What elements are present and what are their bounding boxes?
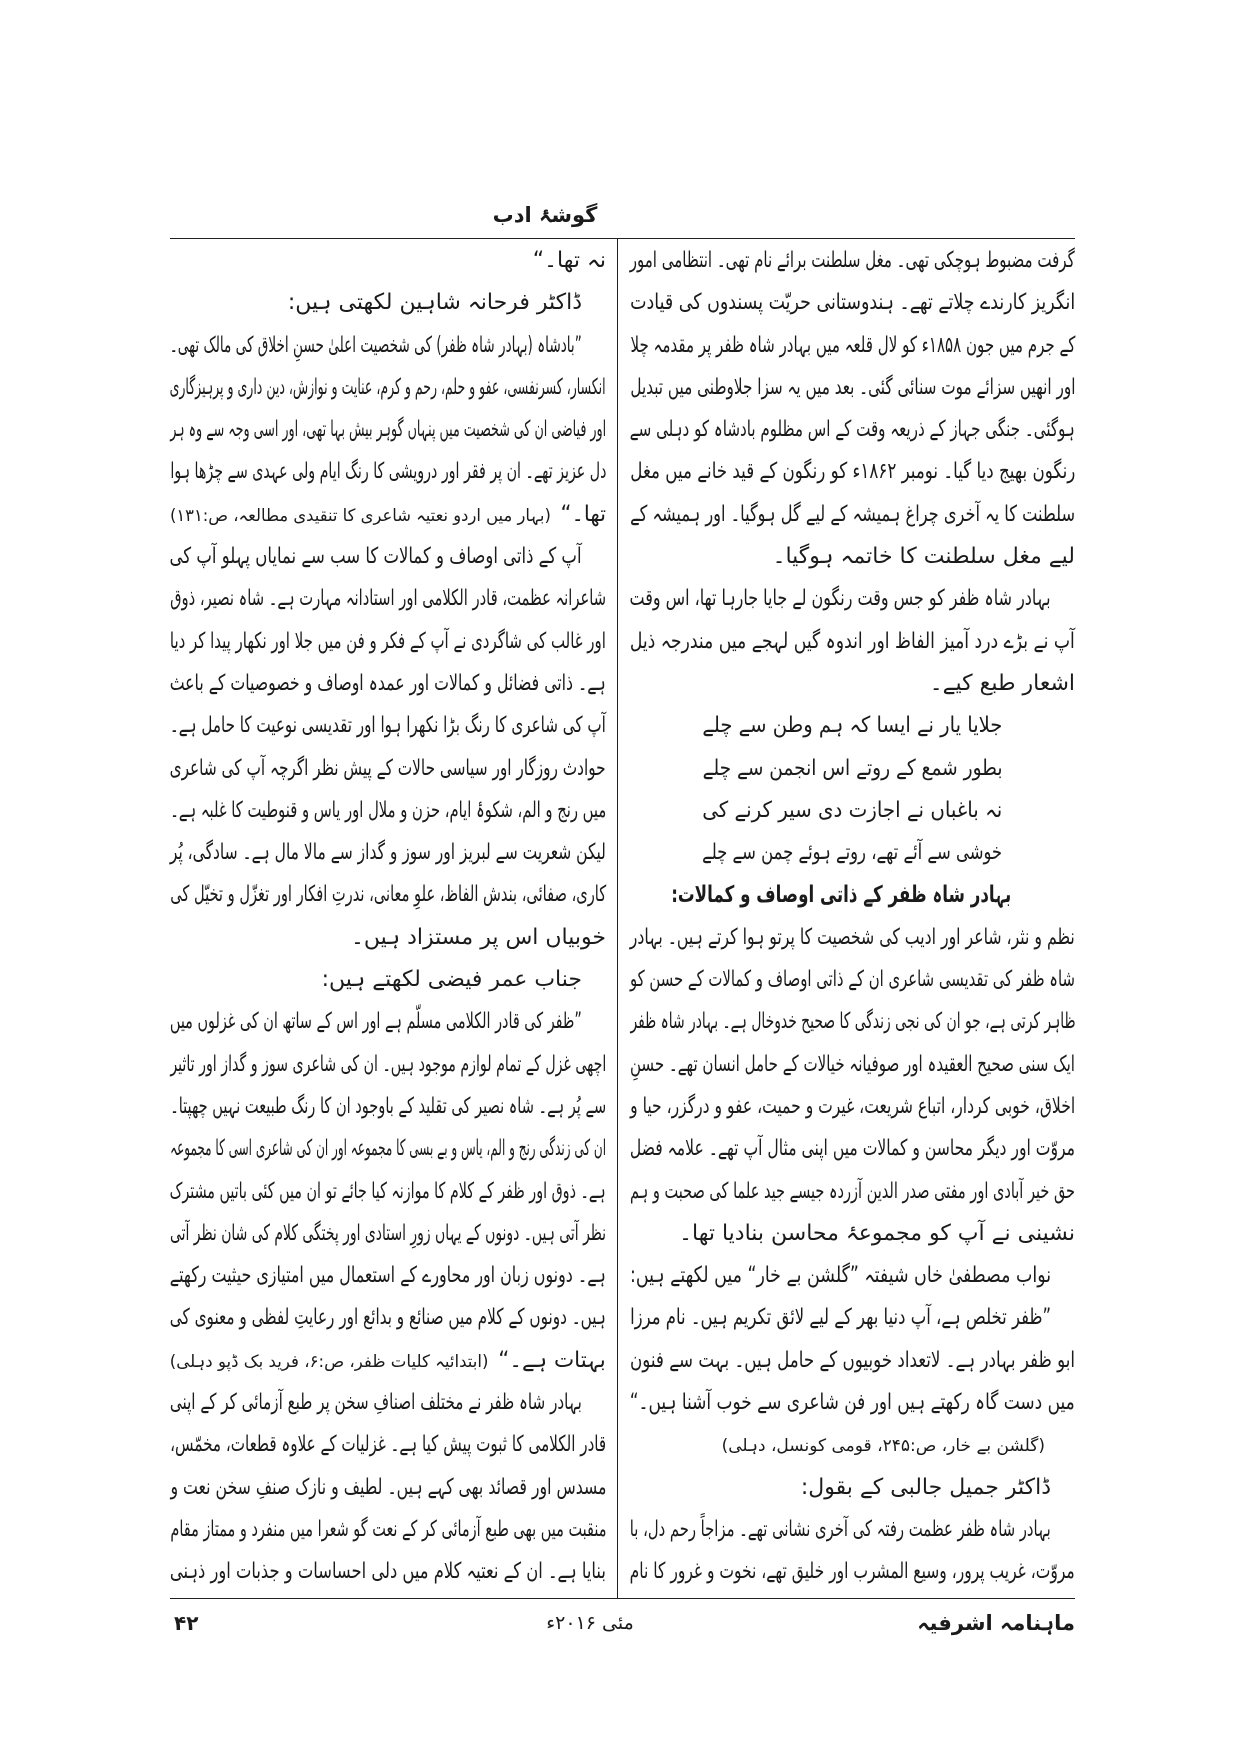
- citation-line: [630, 1424, 1075, 1466]
- line-text: ظاہر کرتی ہے، جو ان کی نجی زندگی کا صحیح خدوخال ہے۔ بہادر شاہ ظفر: [629, 1009, 1075, 1035]
- text-line: [630, 621, 1075, 663]
- text-line: [170, 874, 606, 916]
- paragraph: [630, 1297, 1075, 1424]
- citation: (ابتدائیہ کلیات ظفر، ص:۶، فرید بک ڈپو دہلی): [170, 1351, 489, 1372]
- verse-line: [703, 705, 1003, 747]
- text-line: [630, 1467, 1075, 1509]
- line-text: کے جرم میں جون ۱۸۵۸ء کو لال قلعہ میں بہادر شاہ ظفر پر مقدمہ چلا: [630, 332, 1075, 358]
- paragraph: [630, 1509, 1075, 1594]
- text-line: [630, 1001, 1075, 1043]
- text-line: [170, 451, 606, 493]
- line-content: [630, 367, 1075, 409]
- text-line: [170, 325, 606, 367]
- text-line: [170, 1255, 606, 1297]
- line-text: بہتات ہے۔“: [498, 1347, 606, 1373]
- line-text: ہے۔ ذوق اور ظفر کے کلام کا موازنہ کیا جائے تو ان میں کئی باتیں مشترک: [170, 1178, 606, 1204]
- line-text: قادر الکلامی کا ثبوت پیش کیا ہے۔ غزلیات کے علاوہ قطعات، مخمّس،: [169, 1432, 606, 1458]
- line-text: مروّت، غریب پرور، وسیع المشرب اور خلیق تھے، نخوت و غرور کا نام: [629, 1559, 1075, 1585]
- line-text: حوادث روزگار اور سیاسی حالات کے پیش نظر اگرچہ آپ کی شاعری: [170, 755, 606, 781]
- line-content: [170, 748, 606, 790]
- text-line: [170, 1509, 606, 1551]
- line-text: اور غالب کی شاگردی نے آپ کے فکر و فن میں جلا اور نکھار پیدا کر دیا: [170, 628, 606, 654]
- line-text: انکسار، کسرنفسی، عفو و حلم، رحم و کرم، عنایت و نوازش، دین داری و پرہیزگاری: [170, 374, 606, 400]
- line-text: انگریز کارندے چلاتے تھے۔ ہندوستانی حریّت پسندوں کی قیادت: [629, 290, 1075, 316]
- text-line: [170, 240, 606, 282]
- line-text: آپ نے بڑے درد آمیز الفاظ اور اندوہ گیں لہجے میں مندرجہ ذیل: [629, 628, 1075, 654]
- line-text: ڈاکٹر فرحانہ شاہین لکھتی ہیں:: [287, 290, 582, 316]
- line-text: اخلاق، خوبی کردار، اتباع شریعت، غیرت و حمیت، عفو و درگزر، حیا و: [629, 1093, 1075, 1119]
- section-heading: [630, 874, 1075, 916]
- paragraph: [630, 1255, 1075, 1297]
- text-line: [170, 1467, 606, 1509]
- line-text: دل عزیز تھے۔ ان پر فقر اور درویشی کا رنگ ایام ولی عہدی سے چڑھا ہوا: [170, 459, 606, 485]
- line-content: [630, 1297, 1051, 1339]
- line-text: ہے۔ ذاتی فضائل و کمالات اور عمدہ اوصاف و خصوصیات کے باعث: [169, 670, 606, 696]
- line-text: نہ تھا۔“: [532, 248, 606, 273]
- line-content: [322, 959, 582, 1001]
- line-content: [170, 1340, 606, 1383]
- section-title: گوشۂ ادب: [492, 203, 598, 227]
- line-content: [773, 536, 1075, 578]
- text-line: [170, 621, 606, 663]
- line-content: [630, 1044, 1075, 1086]
- left-column: [170, 240, 606, 1594]
- text-line: [170, 409, 606, 451]
- text-line: [170, 1213, 606, 1255]
- text-line: [170, 705, 606, 747]
- line-content: [630, 240, 1075, 282]
- line-text: ”بادشاہ (بہادر شاہ ظفر) کی شخصیت اعلیٰ حسنِ اخلاق کی مالک تھی۔: [170, 332, 582, 358]
- text-line: [630, 1086, 1075, 1128]
- line-content: [630, 1382, 1075, 1424]
- line-text: ”ظفر کی قادر الکلامی مسلّم ہے اور اس کے ساتھ ان کی غزلوں میں: [170, 1009, 582, 1035]
- text-line: [170, 282, 606, 324]
- line-content: [630, 282, 1075, 324]
- verse-line: [703, 832, 1003, 874]
- text-line: [630, 494, 1075, 536]
- text-line: [170, 1382, 606, 1424]
- line-text: منقبت میں بھی طبع آزمائی کر کے نعت گو شعرا میں منفرد و ممتاز مقام: [169, 1516, 606, 1542]
- paragraph: [170, 1382, 606, 1593]
- line-text: مسدس اور قصائد بھی کہے ہیں۔ لطیف و نازک صنفِ سخن نعت و: [169, 1474, 606, 1500]
- line-text: اور انھیں سزائے موت سنائی گئی۔ بعد میں یہ سزا جلاوطنی میں تبدیل: [629, 374, 1075, 400]
- line-content: [170, 1128, 606, 1170]
- text-line: [170, 832, 606, 874]
- text-line: [170, 1297, 606, 1339]
- text-line: [630, 1213, 1075, 1255]
- text-line: [630, 1382, 1075, 1424]
- line-content: [679, 1213, 1075, 1255]
- line-content: [170, 1551, 606, 1593]
- line-content: [288, 282, 582, 324]
- line-text: بہادر شاہ ظفر کو جس وقت رنگون لے جایا جارہا تھا، اس وقت: [629, 586, 1051, 612]
- line-text: اور فیاضی ان کی شخصیت میں پنہاں گوہر بیش بہا تھی، اور اسی وجہ سے وہ ہر: [170, 417, 606, 443]
- line-content: [630, 1551, 1075, 1593]
- line-content: [630, 1001, 1075, 1043]
- text-line: [170, 1128, 606, 1170]
- line-content: [170, 1382, 582, 1424]
- line-content: [630, 578, 1051, 620]
- text-line: [630, 536, 1075, 578]
- line-text: لیکن شعریت سے لبریز اور سوز و گداز سے مالا مال ہے۔ سادگی، پُر: [169, 840, 606, 866]
- text-line: [630, 1128, 1075, 1170]
- paragraph: [170, 325, 606, 536]
- line-text: نشینی نے آپ کو مجموعۂ محاسن بنادیا تھا۔: [679, 1220, 1075, 1246]
- verse-line: [703, 748, 1003, 790]
- text-line: [170, 917, 606, 959]
- line-content: [170, 1001, 582, 1043]
- text-line: [170, 790, 606, 832]
- text-line: [630, 663, 1075, 705]
- line-content: [630, 1171, 1075, 1213]
- line-content: [630, 409, 1075, 451]
- text-line: [170, 1044, 606, 1086]
- text-line: [170, 1340, 606, 1382]
- line-content: [630, 1128, 1075, 1170]
- line-content: [170, 1044, 606, 1086]
- paragraph: [170, 536, 606, 959]
- footer-rule: [170, 1598, 1075, 1599]
- citation-block: [630, 1424, 1075, 1466]
- line-text: اشعار طبع کیے۔: [929, 670, 1075, 696]
- text-line: [170, 1424, 606, 1466]
- line-content: [170, 1171, 606, 1213]
- text-line: [630, 1297, 1075, 1339]
- line-content: [170, 409, 606, 451]
- line-content: [630, 1509, 1051, 1551]
- line-content: [170, 494, 606, 537]
- line-text: شاعرانہ عظمت، قادر الکلامی اور استادانہ مہارت ہے۔ شاہ نصیر، ذوق: [170, 586, 606, 612]
- text-line: [170, 663, 606, 705]
- line-text: میں رنج و الم، شکوۂ ایام، حزن و ملال اور یاس و قنوطیت کا غلبہ ہے۔: [170, 797, 606, 823]
- line-text: ان کی زندگی رنج و الم، یاس و بے بسی کا مجموعہ اور ان کی شاعری اسی کا مجموعہ: [170, 1136, 606, 1162]
- line-text: بنایا ہے۔ ان کے نعتیہ کلام میں دلی احساسات و جذبات اور ذہنی: [170, 1559, 606, 1585]
- text-line: [170, 959, 606, 1001]
- line-content: [170, 451, 606, 493]
- line-text: بہادر شاہ ظفر عظمت رفتہ کی آخری نشانی تھے۔ مزاجاً رحم دل، با: [629, 1516, 1051, 1542]
- line-text: مروّت اور دیگر محاسن و کمالات میں اپنی مثال آپ تھے۔ علامہ فضل: [629, 1136, 1075, 1162]
- paragraph: [170, 282, 606, 324]
- line-text: ہوگئی۔ جنگی جہاز کے ذریعہ وقت کے اس مظلوم بادشاہ کو دہلی سے: [629, 417, 1075, 443]
- line-text: آپ کے ذاتی اوصاف و کمالات کا سب سے نمایاں پہلو آپ کی: [170, 544, 582, 570]
- line-content: [170, 367, 606, 409]
- paragraph: [170, 1001, 606, 1382]
- line-content: [170, 1297, 606, 1339]
- text-line: [630, 409, 1075, 451]
- line-content: [930, 663, 1075, 705]
- citation: (بہار میں اردو نعتیہ شاعری کا تنقیدی مطالعہ، ص:۱۳۱): [169, 505, 551, 526]
- line-text: رنگون بھیج دیا گیا۔ نومبر ۱۸۶۲ء کو رنگون کے قید خانے میں مغل: [629, 459, 1075, 485]
- text-line: [170, 1551, 606, 1593]
- text-line: [630, 1509, 1075, 1551]
- text-line: [630, 451, 1075, 493]
- line-text: لیے مغل سلطنت کا خاتمہ ہوگیا۔: [772, 544, 1075, 570]
- line-content: [170, 578, 606, 620]
- line-text: ہے۔ دونوں زبان اور محاورے کے استعمال میں امتیازی حیثیت رکھتے: [169, 1263, 606, 1289]
- text-line: [170, 536, 606, 578]
- line-text: نواب مصطفیٰ خاں شیفتہ ”گلشن بے خار“ میں لکھتے ہیں:: [629, 1263, 1051, 1289]
- text-line: [630, 1551, 1075, 1593]
- text-line: [630, 959, 1075, 1001]
- line-content: [170, 1213, 606, 1255]
- text-line: [170, 1001, 606, 1043]
- line-text: جناب عمر فیضی لکھتے ہیں:: [321, 967, 582, 993]
- line-text: شاہ ظفر کی تقدیسی شاعری ان کے ذاتی اوصاف و کمالات کے حسن کو: [630, 967, 1075, 993]
- header-rule: [170, 238, 1075, 239]
- paragraph: [170, 240, 606, 282]
- line-text: کاری، صفائی، بندش الفاظ، علوِ معانی، ندرتِ افکار اور تغزّل و تخیّل کی: [170, 882, 606, 908]
- line-text: میں دست گاہ رکھتے ہیں اور فن شاعری سے خوب آشنا ہیں۔“: [629, 1390, 1075, 1416]
- text-line: [630, 282, 1075, 324]
- line-content: [630, 451, 1075, 493]
- citation: (گلشن بے خار، ص:۲۴۵، قومی کونسل، دہلی): [721, 1436, 1045, 1457]
- line-content: [630, 1255, 1051, 1297]
- line-content: [170, 325, 582, 367]
- line-text: ابو ظفر بہادر ہے۔ لاتعداد خوبیوں کے حامل ہیں۔ بہت سے فنون: [629, 1347, 1075, 1373]
- line-content: [170, 1086, 606, 1128]
- line-text: نظر آتی ہیں۔ دونوں کے یہاں زورِ استادی اور پختگی کلام کی شان نظر آتی: [169, 1220, 606, 1246]
- text-line: [630, 367, 1075, 409]
- line-content: [170, 705, 606, 747]
- text-line: [170, 367, 606, 409]
- poem: [703, 705, 1003, 874]
- line-content: [630, 917, 1075, 959]
- paragraph: [630, 917, 1075, 1255]
- line-text: حق خیر آبادی اور مفتی صدر الدین آزردہ جیسے جید علما کی صحبت و ہم: [630, 1178, 1075, 1204]
- text-line: [630, 1171, 1075, 1213]
- line-content: [801, 1467, 1051, 1509]
- line-content: [170, 536, 582, 578]
- right-column: [630, 240, 1075, 1594]
- line-content: [351, 917, 606, 959]
- line-text: ہیں۔ دونوں کے کلام میں صنائع و بدائع اور رعایتِ لفظی و معنوی کی: [169, 1305, 606, 1331]
- section-heading-text: بہادر شاہ ظفر کے ذاتی اوصاف و کمالات:: [670, 882, 1011, 909]
- text-line: [170, 1086, 606, 1128]
- line-text: ایک سنی صحیح العقیدہ اور صوفیانہ خیالات کے حامل انسان تھے۔ حسنِ: [630, 1051, 1075, 1077]
- text-line: [630, 1044, 1075, 1086]
- line-content: [630, 325, 1075, 367]
- line-text: سلطنت کا یہ آخری چراغ ہمیشہ کے لیے گل ہوگیا۔ اور ہمیشہ کے: [630, 501, 1075, 527]
- line-content: [170, 1255, 606, 1297]
- line-content: [630, 1340, 1075, 1382]
- text-line: [630, 240, 1075, 282]
- line-content: [170, 663, 606, 705]
- paragraph: [630, 578, 1075, 705]
- line-text: سے پُر ہے۔ شاہ نصیر کی تقلید کے باوجود ان کا رنگ طبیعت نہیں چھپتا۔: [170, 1093, 606, 1119]
- line-content: [170, 1509, 606, 1551]
- text-line: [630, 1255, 1075, 1297]
- paragraph: [170, 959, 606, 1001]
- text-line: [170, 578, 606, 620]
- verse-text: نہ باغباں نے اجازت دی سیر کرنے کی: [702, 797, 1003, 823]
- line-content: [170, 621, 606, 663]
- line-content: [170, 790, 606, 832]
- verse-text: خوشی سے آئے تھے، روتے ہوئے چمن سے چلے: [702, 840, 1003, 866]
- page-number: ۴۲: [174, 1611, 199, 1635]
- line-text: ”ظفر تخلص ہے، آپ دنیا بھر کے لیے لائق تکریم ہیں۔ نام مرزا: [629, 1305, 1051, 1331]
- line-content: [630, 1086, 1075, 1128]
- line-content: [630, 494, 1075, 536]
- line-content: [170, 832, 606, 874]
- line-text: نظم و نثر، شاعر اور ادیب کی شخصیت کا پرتو ہوا کرتے ہیں۔ بہادر: [629, 924, 1075, 950]
- issue-date: مئی ۲۰۱۶ء: [546, 1612, 634, 1634]
- line-text: اچھی غزل کے تمام لوازم موجود ہیں۔ ان کی شاعری سوز و گداز اور تاثیر: [169, 1051, 606, 1077]
- section-heading-block: [630, 874, 1075, 916]
- line-content: [170, 1467, 606, 1509]
- magazine-name: ماہنامہ اشرفیہ: [917, 1611, 1075, 1635]
- text-line: [170, 494, 606, 536]
- text-line: [170, 1171, 606, 1213]
- line-text: آپ کی شاعری کا رنگ بڑا نکھرا ہوا اور تقدیسی نوعیت کا حامل ہے۔: [170, 713, 606, 739]
- line-text: ڈاکٹر جمیل جالبی کے بقول:: [800, 1474, 1051, 1500]
- paragraph: [630, 1467, 1075, 1509]
- line-text: تھا۔“: [560, 501, 606, 527]
- text-line: [630, 325, 1075, 367]
- line-content: [630, 621, 1075, 663]
- line-content: [170, 874, 606, 916]
- verse-text: بطور شمع کے روتے اس انجمن سے چلے: [702, 755, 1003, 781]
- line-text: بہادر شاہ ظفر نے مختلف اصنافِ سخن پر طبع آزمائی کر کے اپنی: [170, 1390, 582, 1416]
- text-line: [170, 748, 606, 790]
- text-line: [630, 1340, 1075, 1382]
- line-content: [533, 240, 606, 282]
- text-line: [630, 578, 1075, 620]
- line-content: [630, 959, 1075, 1001]
- verse-text: جلایا یار نے ایسا کہ ہم وطن سے چلے: [702, 713, 1003, 739]
- line-text: خوبیاں اس پر مستزاد ہیں۔: [350, 924, 606, 950]
- line-text: گرفت مضبوط ہوچکی تھی۔ مغل سلطنت برائے نام تھی۔ انتظامی امور: [629, 248, 1075, 273]
- verse-line: [703, 790, 1003, 832]
- line-content: [170, 1424, 606, 1466]
- column-divider: [617, 238, 618, 1598]
- paragraph: [630, 240, 1075, 578]
- text-line: [630, 917, 1075, 959]
